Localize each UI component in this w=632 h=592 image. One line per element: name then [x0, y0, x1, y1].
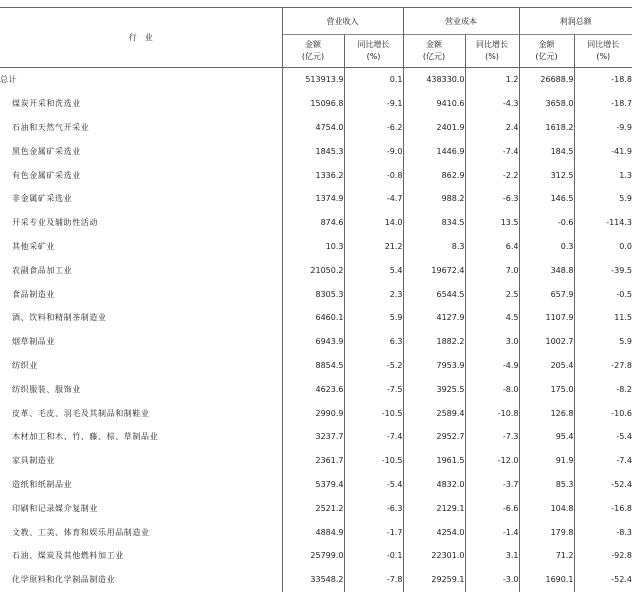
cost-growth-cell: -7.3: [465, 425, 519, 449]
profit-amount-cell: 3658.0: [519, 92, 574, 116]
table-row: [0, 116, 632, 140]
profit-growth-cell: -41.9: [574, 139, 632, 163]
revenue-amount-cell: 2361.7: [282, 449, 344, 473]
cost-amount-cell: 438330.0: [403, 68, 465, 92]
profit-amount-cell: 0.3: [519, 235, 574, 259]
cost-amount-cell: 1961.5: [403, 449, 465, 473]
profit-amount-cell: 312.5: [519, 163, 574, 187]
revenue-growth-cell: -0.1: [344, 544, 403, 568]
table-row: [0, 187, 632, 211]
revenue-growth-cell: -4.7: [344, 187, 403, 211]
revenue-growth-cell: -6.2: [344, 116, 403, 140]
profit-amount-cell: 184.5: [519, 139, 574, 163]
cost-amount-cell: 862.9: [403, 163, 465, 187]
industry-name-cell: 煤炭开采和洗选业: [12, 99, 81, 109]
profit-growth-cell: -92.8: [574, 544, 632, 568]
cost-amount-cell: 22301.0: [403, 544, 465, 568]
profit-amount-cell: 1618.2: [519, 116, 574, 140]
industry-name-cell: 农副食品加工业: [12, 265, 73, 275]
table-row: [0, 377, 632, 401]
profit-growth-cell: -114.3: [574, 211, 632, 235]
profit-growth-cell: -18.8: [574, 68, 632, 92]
cost-amount-cell: 4254.0: [403, 520, 465, 544]
cost-growth-cell: 2.5: [465, 282, 519, 306]
profit-amount-cell: 348.8: [519, 258, 574, 282]
profit-growth-cell: 5.9: [574, 330, 632, 354]
table-row: [0, 139, 632, 163]
industry-name-cell: 石油和天然气开采业: [12, 122, 90, 132]
cost-growth-header: 同比增长 (%): [465, 35, 519, 68]
table-row: [0, 163, 632, 187]
profit-growth-cell: -52.4: [574, 473, 632, 497]
cost-growth-cell: -2.2: [465, 163, 519, 187]
revenue-amount-cell: 513913.9: [282, 68, 344, 92]
revenue-amount-cell: 5379.4: [282, 473, 344, 497]
cost-growth-cell: 7.0: [465, 258, 519, 282]
industry-name-cell: 其他采矿业: [12, 241, 55, 251]
profit-growth-cell: -9.9: [574, 116, 632, 140]
table-row: [0, 473, 632, 497]
revenue-amount-cell: 21050.2: [282, 258, 344, 282]
cost-amount-header: 金额 (亿元): [403, 35, 465, 68]
table-row: [0, 306, 632, 330]
revenue-amount-cell: 1845.3: [282, 139, 344, 163]
profit-growth-cell: 11.5: [574, 306, 632, 330]
industry-name-cell: 非金属矿采选业: [12, 194, 73, 204]
industry-name-cell: 化学原料和化学制品制造业: [12, 575, 116, 585]
industry-name-cell: 总计: [0, 75, 18, 85]
cost-amount-cell: 834.5: [403, 211, 465, 235]
cost-amount-cell: 2589.4: [403, 401, 465, 425]
profit-growth-cell: -7.4: [574, 449, 632, 473]
table-header: [0, 8, 632, 68]
industry-name-cell: 文教、工美、体育和娱乐用品制造业: [12, 527, 150, 537]
revenue-amount-cell: 4754.0: [282, 116, 344, 140]
revenue-amount-cell: 874.6: [282, 211, 344, 235]
revenue-header: 营业收入: [282, 8, 403, 35]
profit-growth-cell: -27.8: [574, 354, 632, 378]
revenue-growth-cell: -7.8: [344, 568, 403, 592]
profit-growth-cell: -8.3: [574, 520, 632, 544]
profit-amount-cell: 71.2: [519, 544, 574, 568]
table-row: [0, 68, 632, 92]
revenue-growth-cell: 2.3: [344, 282, 403, 306]
cost-growth-cell: -6.3: [465, 187, 519, 211]
table-row: [0, 449, 632, 473]
cost-amount-cell: 2129.1: [403, 496, 465, 520]
table-row: [0, 282, 632, 306]
cost-growth-cell: -4.3: [465, 92, 519, 116]
revenue-growth-cell: 0.1: [344, 68, 403, 92]
cost-growth-cell: 3.0: [465, 330, 519, 354]
cost-growth-cell: -1.4: [465, 520, 519, 544]
industry-name-cell: 石油、煤炭及其他燃料加工业: [12, 551, 124, 561]
cost-growth-cell: 6.4: [465, 235, 519, 259]
industry-name-cell: 木材加工和木、竹、藤、棕、草制品业: [12, 432, 159, 442]
revenue-amount-header: 金额 (亿元): [282, 35, 344, 68]
cost-growth-cell: 3.1: [465, 544, 519, 568]
profit-growth-cell: 1.3: [574, 163, 632, 187]
table-row: [0, 544, 632, 568]
revenue-amount-cell: 3237.7: [282, 425, 344, 449]
profit-growth-cell: -8.2: [574, 377, 632, 401]
revenue-amount-cell: 6460.1: [282, 306, 344, 330]
profit-amount-cell: 657.9: [519, 282, 574, 306]
revenue-growth-cell: -5.2: [344, 354, 403, 378]
industry-name-cell: 皮革、毛皮、羽毛及其制品和制鞋业: [12, 408, 150, 418]
profit-growth-cell: -52.4: [574, 568, 632, 592]
revenue-amount-cell: 15096.8: [282, 92, 344, 116]
cost-growth-cell: -3.7: [465, 473, 519, 497]
table-row: [0, 401, 632, 425]
revenue-amount-cell: 2990.9: [282, 401, 344, 425]
revenue-amount-cell: 33548.2: [282, 568, 344, 592]
cost-growth-cell: -6.6: [465, 496, 519, 520]
table-container: [0, 7, 632, 592]
revenue-growth-cell: 5.9: [344, 306, 403, 330]
industry-stats-table: [0, 7, 632, 592]
cost-growth-cell: 4.5: [465, 306, 519, 330]
profit-amount-cell: 26688.9: [519, 68, 574, 92]
revenue-amount-cell: 4623.6: [282, 377, 344, 401]
profit-amount-cell: 1002.7: [519, 330, 574, 354]
table-row: [0, 211, 632, 235]
industry-name-cell: 印刷和记录媒介复制业: [12, 503, 98, 513]
cost-growth-cell: -10.8: [465, 401, 519, 425]
cost-amount-cell: 29259.1: [403, 568, 465, 592]
profit-amount-cell: 95.4: [519, 425, 574, 449]
industry-name-cell: 黑色金属矿采选业: [12, 146, 81, 156]
revenue-growth-cell: -5.4: [344, 473, 403, 497]
profit-amount-cell: 1107.9: [519, 306, 574, 330]
cost-amount-cell: 4127.9: [403, 306, 465, 330]
revenue-growth-cell: -10.5: [344, 449, 403, 473]
profit-growth-header: 同比增长 (%): [574, 35, 632, 68]
profit-amount-cell: -0.6: [519, 211, 574, 235]
table-row: [0, 354, 632, 378]
profit-growth-cell: -39.5: [574, 258, 632, 282]
revenue-amount-cell: 4884.9: [282, 520, 344, 544]
industry-name-cell: 开采专业及辅助性活动: [12, 218, 98, 228]
revenue-amount-cell: 8305.3: [282, 282, 344, 306]
revenue-amount-cell: 10.3: [282, 235, 344, 259]
revenue-growth-cell: -0.8: [344, 163, 403, 187]
cost-growth-cell: -7.4: [465, 139, 519, 163]
revenue-amount-cell: 8854.5: [282, 354, 344, 378]
industry-name-cell: 有色金属矿采选业: [12, 170, 81, 180]
revenue-growth-cell: 5.4: [344, 258, 403, 282]
revenue-growth-cell: -6.3: [344, 496, 403, 520]
table-row: [0, 235, 632, 259]
revenue-amount-cell: 6943.9: [282, 330, 344, 354]
revenue-growth-cell: -7.5: [344, 377, 403, 401]
profit-amount-cell: 1690.1: [519, 568, 574, 592]
revenue-growth-cell: -10.5: [344, 401, 403, 425]
revenue-growth-cell: -9.0: [344, 139, 403, 163]
cost-header: 营业成本: [403, 8, 519, 35]
profit-growth-cell: -5.4: [574, 425, 632, 449]
cost-growth-cell: -8.0: [465, 377, 519, 401]
profit-header: 利润总额: [519, 8, 632, 35]
table-row: [0, 92, 632, 116]
industry-name-cell: 酒、饮料和精制茶制造业: [12, 313, 107, 323]
cost-amount-cell: 1446.9: [403, 139, 465, 163]
revenue-growth-cell: 14.0: [344, 211, 403, 235]
cost-amount-cell: 6544.5: [403, 282, 465, 306]
cost-amount-cell: 9410.6: [403, 92, 465, 116]
industry-name-cell: 造纸和纸制品业: [12, 479, 73, 489]
cost-amount-cell: 2401.9: [403, 116, 465, 140]
revenue-growth-cell: -9.1: [344, 92, 403, 116]
profit-amount-cell: 179.8: [519, 520, 574, 544]
industry-name-cell: 家具制造业: [12, 456, 55, 466]
profit-amount-cell: 104.8: [519, 496, 574, 520]
profit-amount-cell: 175.0: [519, 377, 574, 401]
cost-growth-cell: 13.5: [465, 211, 519, 235]
industry-name-cell: 烟草制品业: [12, 337, 55, 347]
profit-amount-cell: 146.5: [519, 187, 574, 211]
cost-amount-cell: 19672.4: [403, 258, 465, 282]
table-row: [0, 330, 632, 354]
industry-name-cell: 纺织服装、服饰业: [12, 384, 81, 394]
cost-amount-cell: 2952.7: [403, 425, 465, 449]
profit-growth-cell: -16.8: [574, 496, 632, 520]
table-row: [0, 425, 632, 449]
table-row: [0, 258, 632, 282]
revenue-amount-cell: 25799.0: [282, 544, 344, 568]
industry-name-cell: 纺织业: [12, 360, 38, 370]
profit-growth-cell: -0.5: [574, 282, 632, 306]
profit-amount-cell: 126.8: [519, 401, 574, 425]
profit-amount-cell: 91.9: [519, 449, 574, 473]
cost-amount-cell: 988.2: [403, 187, 465, 211]
cost-amount-cell: 7953.9: [403, 354, 465, 378]
profit-amount-cell: 205.4: [519, 354, 574, 378]
profit-growth-cell: 5.9: [574, 187, 632, 211]
revenue-growth-cell: -7.4: [344, 425, 403, 449]
revenue-growth-cell: -1.7: [344, 520, 403, 544]
cost-amount-cell: 1882.2: [403, 330, 465, 354]
revenue-amount-cell: 1336.2: [282, 163, 344, 187]
cost-amount-cell: 3925.5: [403, 377, 465, 401]
table-body: [0, 68, 632, 592]
cost-growth-cell: 2.4: [465, 116, 519, 140]
table-row: [0, 496, 632, 520]
cost-amount-cell: 4832.0: [403, 473, 465, 497]
revenue-growth-cell: 21.2: [344, 235, 403, 259]
industry-name-cell: 食品制造业: [12, 289, 55, 299]
cost-growth-cell: -4.9: [465, 354, 519, 378]
profit-growth-cell: -10.6: [574, 401, 632, 425]
profit-amount-cell: 85.3: [519, 473, 574, 497]
revenue-amount-cell: 1374.9: [282, 187, 344, 211]
industry-header: 行 业: [0, 8, 282, 68]
profit-growth-cell: -18.7: [574, 92, 632, 116]
cost-growth-cell: -12.0: [465, 449, 519, 473]
cost-growth-cell: 1.2: [465, 68, 519, 92]
revenue-growth-header: 同比增长 (%): [344, 35, 403, 68]
cost-growth-cell: -3.0: [465, 568, 519, 592]
revenue-growth-cell: 6.3: [344, 330, 403, 354]
profit-growth-cell: 0.0: [574, 235, 632, 259]
revenue-amount-cell: 2521.2: [282, 496, 344, 520]
table-row: [0, 520, 632, 544]
table-row: [0, 568, 632, 592]
cost-amount-cell: 8.3: [403, 235, 465, 259]
profit-amount-header: 金额 (亿元): [519, 35, 574, 68]
